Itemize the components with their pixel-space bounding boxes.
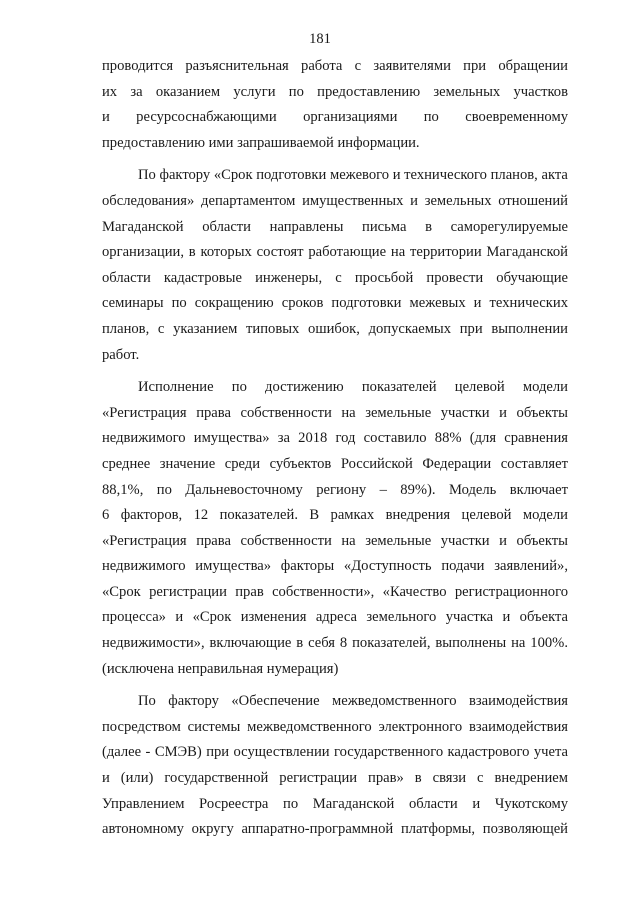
paragraph-gap: [102, 156, 568, 163]
paragraph-1: [102, 54, 568, 156]
text-line: недвижимого имущества» факторы «Доступность подачи заявлений»,: [102, 558, 568, 575]
paragraph-gap: [102, 682, 568, 689]
text-line: организации, в которых состоят работающие на территории Магаданской: [102, 244, 568, 261]
text-line: (далее - СМЭВ) при осуществлении государственного кадастрового учета: [102, 744, 568, 761]
text-line: Исполнение по достижению показателей целевой модели: [138, 379, 568, 396]
paragraph-3: [102, 375, 568, 682]
text-line: и (или) государственной регистрации прав» в связи с внедрением: [102, 770, 568, 787]
text-line: работ.: [102, 346, 140, 363]
text-line: «Срок регистрации прав собственности», «Качество регистрационного: [102, 583, 568, 600]
text-line: 88,1%, по Дальневосточному региону – 89%). Модель включает: [102, 481, 568, 498]
document-body: [102, 54, 568, 843]
text-line: (исключена неправильная нумерация): [102, 660, 339, 677]
paragraph-4: [102, 689, 568, 843]
text-line: 6 факторов, 12 показателей. В рамках внедрения целевой модели: [102, 507, 568, 524]
text-line: обследования» департаментом имущественных и земельных отношений: [102, 192, 568, 209]
paragraph-gap: [102, 368, 568, 375]
text-line: проводится разъяснительная работа с заявителями при обращении: [102, 58, 568, 74]
text-line: среднее значение среди субъектов Российской Федерации составляет: [102, 455, 568, 472]
text-line: предоставлению ими запрашиваемой информации.: [102, 134, 420, 151]
text-line: планов, с указанием типовых ошибок, допускаемых при выполнении: [102, 320, 568, 337]
text-line: семинары по сокращению сроков подготовки межевых и технических: [102, 295, 568, 312]
text-line: недвижимого имущества» за 2018 год составило 88% (для сравнения: [102, 430, 568, 447]
text-line: области кадастровые инженеры, с просьбой провести обучающие: [102, 269, 568, 286]
text-line: По фактору «Обеспечение межведомственного взаимодействия: [138, 693, 568, 710]
text-line: Магаданской области направлены письма в саморегулируемые: [102, 218, 568, 235]
text-line: и ресурсоснабжающими организациями по своевременному: [102, 109, 568, 126]
text-line: процесса» и «Срок изменения адреса земельного участка и объекта: [102, 609, 568, 626]
text-line: «Регистрация права собственности на земельные участки и объекты: [102, 404, 568, 421]
page-number: 181: [309, 31, 331, 47]
text-line: По фактору «Срок подготовки межевого и технического планов, акта: [138, 167, 568, 184]
paragraph-2: [102, 163, 568, 368]
text-line: их за оказанием услуги по предоставлению земельных участков: [102, 83, 568, 100]
text-line: посредством системы межведомственного электронного взаимодействия: [102, 718, 568, 735]
text-line: «Регистрация права собственности на земельные участки и объекты: [102, 532, 568, 549]
text-line: недвижимости», включающие в себя 8 показателей, выполнены на 100%.: [102, 635, 568, 652]
text-line: автономному округу аппаратно-программной платформы, позволяющей: [102, 821, 568, 838]
text-line: Управлением Росреестра по Магаданской области и Чукотскому: [102, 795, 568, 812]
